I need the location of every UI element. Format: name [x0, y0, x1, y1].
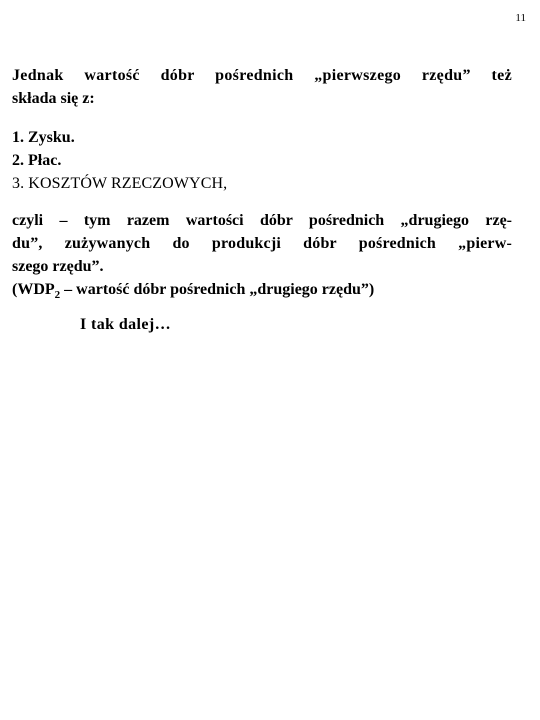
and-so-on-text: I tak dalej… — [80, 316, 172, 333]
document-body — [12, 64, 512, 336]
list-item-profit: 1. Zysku. — [12, 129, 75, 146]
second-line-3: szego rzędu”. — [12, 258, 104, 275]
second-line-2: du”, zużywanych do produkcji dóbr pośrednich „pierw- — [12, 235, 512, 252]
wdp-subscript: 2 — [54, 289, 61, 301]
wdp-label: (WDP — [12, 281, 55, 298]
list-item-wages: 2. Płac. — [12, 152, 62, 169]
second-order-paragraph — [12, 209, 512, 301]
page-number: 11 — [515, 12, 526, 24]
intro-line-2: składa się z: — [12, 90, 95, 107]
list-item-material-costs: 3. KOSZTÓW RZECZOWYCH, — [12, 175, 228, 192]
components-list — [12, 126, 512, 195]
wdp-description: – wartość dóbr pośrednich „drugiego rzędu”) — [60, 281, 375, 298]
intro-line-1: Jednak wartość dóbr pośrednich „pierwszego rzędu” też — [12, 67, 512, 84]
second-line-1: czyli – tym razem wartości dóbr pośrednich „drugiego rzę- — [12, 212, 512, 229]
intro-paragraph — [12, 64, 512, 110]
wdp-definition — [12, 278, 512, 301]
